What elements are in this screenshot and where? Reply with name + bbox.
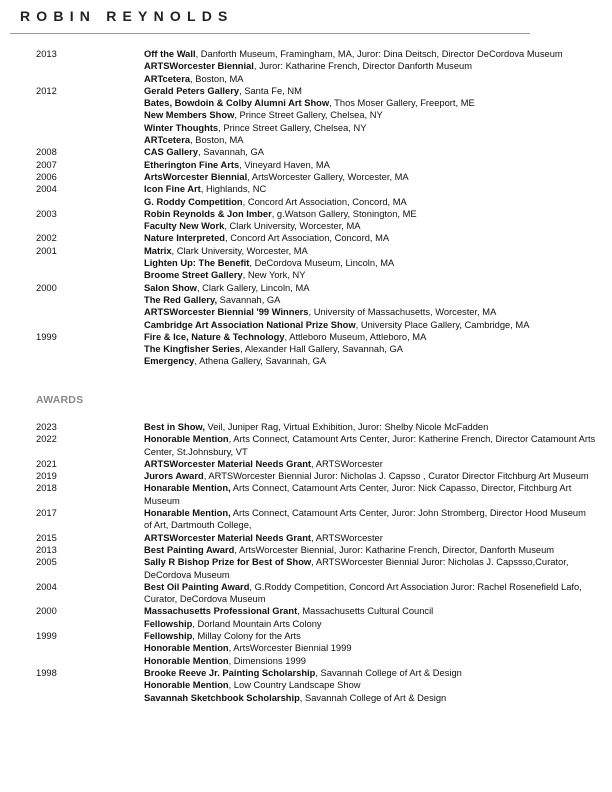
entry-year: 2018 <box>36 483 57 494</box>
award-entry <box>0 581 612 606</box>
entry-text <box>144 171 596 183</box>
entry-text <box>144 544 596 556</box>
entry-detail: , Arts Connect, Catamount Arts Center, Juror: Katherine French, Director Catamount Arts Center, St.Johnsbury, VT <box>144 434 596 457</box>
award-entry <box>0 667 612 679</box>
entry-text <box>144 581 596 606</box>
entry-year: 2013 <box>36 544 57 555</box>
entry-text <box>144 618 596 630</box>
entry-title: ARTSWorcester Material Needs Grant <box>144 458 312 469</box>
entry-text <box>144 183 596 195</box>
entry-detail: , ArtsWorcester Biennial 1999 <box>228 643 352 654</box>
entry-title: Matrix <box>144 245 172 256</box>
entry-year: 2003 <box>36 208 57 219</box>
exhibition-entry <box>0 257 612 269</box>
entry-title: Salon Show <box>144 282 197 293</box>
award-entry <box>0 618 612 630</box>
entry-detail: , Clark Gallery, Lincoln, MA <box>196 282 310 293</box>
entry-detail: , G.Roddy Competition, Concord Art Association Juror: Rachel Rosenefield Lafo, Curator, DeCordova Museum <box>144 581 582 605</box>
exhibition-entry <box>0 220 612 232</box>
entry-detail: , Millay Colony for the Arts <box>192 631 301 642</box>
entry-text <box>144 507 596 532</box>
exhibition-entry <box>0 60 612 72</box>
entry-detail: , ARTSWorcester Biennial Juror: Nicholas J. Capsso , Curator Director Fitchburg Art Museum <box>203 471 589 482</box>
exhibition-entry <box>0 171 612 183</box>
entry-title: Broome Street Gallery <box>144 270 243 281</box>
award-entry <box>0 630 612 642</box>
exhibition-entry <box>0 355 612 367</box>
exhibition-entry <box>0 196 612 208</box>
entry-year: 2007 <box>36 159 57 170</box>
exhibition-entry <box>0 343 612 355</box>
entry-detail: , Attleboro Museum, Attleboro, MA <box>284 331 427 342</box>
entry-text <box>144 257 596 269</box>
entry-detail: Veil, Juniper Rag, Virtual Exhibition, Juror: Shelby Nicole McFadden <box>204 422 489 432</box>
entry-title: ARTcetera <box>144 73 191 84</box>
award-entry <box>0 507 612 532</box>
entry-detail: , Boston, MA <box>190 73 244 84</box>
entry-title: Robin Reynolds & Jon Imber <box>144 208 272 219</box>
entry-title: Honorable Mention <box>144 643 229 654</box>
entry-detail: Arts Connect, Catamount Arts Center, Juror: Nick Capasso, Director, Fitchburg Art Museum <box>144 483 572 506</box>
entry-year: 1999 <box>36 331 57 342</box>
entry-year <box>0 642 144 654</box>
entry-title: Best in Show, <box>144 422 205 432</box>
entry-text <box>144 355 596 367</box>
entry-title: Jurors Award <box>144 471 204 482</box>
entry-detail: , Concord Art Association, Concord, MA <box>242 196 407 207</box>
award-entry <box>0 433 612 458</box>
exhibition-entry <box>0 97 612 109</box>
entry-detail: , Danforth Museum, Framingham, MA, Juror: Dina Deitsch, Director DeCordova Museum <box>195 49 563 59</box>
entry-year <box>0 306 144 318</box>
entry-detail: , Low Country Landscape Show <box>228 680 361 691</box>
entry-detail: , Santa Fe, NM <box>239 85 302 96</box>
entry-title: Nature Interpreted <box>144 233 225 244</box>
entry-title: Honorable Mention <box>144 655 229 666</box>
entry-text <box>144 245 596 257</box>
entry-text <box>144 655 596 667</box>
entry-year: 1998 <box>36 667 57 678</box>
exhibition-entry <box>0 319 612 331</box>
entry-detail: , g.Watson Gallery, Stonington, ME <box>271 208 417 219</box>
entry-detail: , Alexander Hall Gallery, Savannah, GA <box>240 344 403 355</box>
entry-text <box>144 85 596 97</box>
entry-year: 2005 <box>36 557 57 568</box>
exhibition-entry <box>0 208 612 220</box>
entry-year: 2002 <box>36 233 57 244</box>
entry-year: 2000 <box>36 606 57 617</box>
entry-detail: , Savannah, GA <box>198 147 264 158</box>
entry-detail: , Clark University, Worcester, MA <box>171 245 308 256</box>
entry-year <box>0 257 144 269</box>
exhibition-entry <box>0 282 612 294</box>
entry-year: 2022 <box>36 434 57 445</box>
award-entry <box>0 642 612 654</box>
entry-title: Gerald Peters Gallery <box>144 85 240 96</box>
entry-title: CAS Gallery <box>144 147 199 158</box>
entry-text <box>144 146 596 158</box>
entry-year: 2021 <box>36 458 57 469</box>
entry-year <box>0 109 144 121</box>
entry-detail: , Highlands, NC <box>200 184 267 195</box>
award-entry <box>0 655 612 667</box>
entry-year <box>0 97 144 109</box>
entry-title: Fellowship <box>144 618 193 629</box>
entry-detail: , Juror: Katharine French, Director Danforth Museum <box>253 61 473 72</box>
entry-title: Honarable Mention, <box>144 483 231 494</box>
entry-text <box>144 679 596 691</box>
award-entry <box>0 532 612 544</box>
exhibition-entry <box>0 232 612 244</box>
exhibition-entry <box>0 73 612 85</box>
entry-year: 1999 <box>36 631 57 642</box>
awards-list <box>0 421 612 704</box>
entry-title: Best Oil Painting Award <box>144 581 250 592</box>
award-entry <box>0 421 612 433</box>
entry-text <box>144 282 596 294</box>
entry-year <box>0 60 144 72</box>
entry-detail: , Thos Moser Gallery, Freeport, ME <box>329 98 475 109</box>
entry-detail: , ArtsWorcester Biennial, Juror: Katharine French, Director, Danforth Museum <box>234 544 555 555</box>
entry-title: Faculty New Work <box>144 221 225 232</box>
entry-title: ARTSWorcester Biennial <box>144 61 254 72</box>
entry-title: Savannah Sketchbook Scholarship <box>144 692 300 703</box>
entry-text <box>144 122 596 134</box>
entry-year: 2000 <box>36 282 57 293</box>
entry-year <box>0 196 144 208</box>
entry-year: 2004 <box>36 184 57 195</box>
header-divider <box>10 33 530 34</box>
award-entry <box>0 692 612 704</box>
entry-year: 2006 <box>36 171 57 182</box>
entry-text <box>144 692 596 704</box>
award-entry <box>0 470 612 482</box>
award-entry <box>0 458 612 470</box>
entry-detail: , Clark University, Worcester, MA <box>224 221 361 232</box>
entry-year: 2012 <box>36 85 57 96</box>
entry-year <box>0 134 144 146</box>
entry-detail: , Athena Gallery, Savannah, GA <box>194 356 327 367</box>
entry-year: 2019 <box>36 471 57 482</box>
entry-year <box>0 73 144 85</box>
entry-detail: , Savannah College of Art & Design <box>299 692 447 703</box>
entry-title: New Members Show <box>144 110 235 121</box>
entry-detail: Arts Connect, Catamount Arts Center, Juror: John Stromberg, Director Hood Museum of Art, Dartmouth College, <box>144 508 586 531</box>
exhibition-entry <box>0 331 612 343</box>
entry-title: Etherington Fine Arts <box>144 159 240 170</box>
entry-text <box>144 482 596 507</box>
awards-heading: AWARDS <box>36 394 84 406</box>
entry-year: 2001 <box>36 245 57 256</box>
entry-year <box>0 319 144 331</box>
entry-text <box>144 630 596 642</box>
entry-year <box>0 692 144 704</box>
entry-title: Fire & Ice, Nature & Technology <box>144 331 285 342</box>
entry-text <box>144 319 596 331</box>
entry-title: Emergency <box>144 356 195 367</box>
entry-text <box>144 269 596 281</box>
exhibition-entry <box>0 48 612 60</box>
entry-text <box>144 208 596 220</box>
entry-detail: , University Place Gallery, Cambridge, MA <box>355 319 530 330</box>
entry-detail: , ArtsWorcester Gallery, Worcester, MA <box>247 171 409 182</box>
entry-text <box>144 48 596 60</box>
entry-detail: , Vineyard Haven, MA <box>239 159 330 170</box>
entry-title: Best Painting Award <box>144 544 235 555</box>
entry-text <box>144 134 596 146</box>
entry-title: Sally R Bishop Prize for Best of Show <box>144 557 312 568</box>
exhibition-entry <box>0 245 612 257</box>
entry-year: 2008 <box>36 147 57 158</box>
entry-title: Off the Wall <box>144 49 196 59</box>
award-entry <box>0 605 612 617</box>
entry-text <box>144 667 596 679</box>
exhibition-entry <box>0 294 612 306</box>
entry-detail: , Concord Art Association, Concord, MA <box>225 233 390 244</box>
entry-detail: , Savannah College of Art & Design <box>315 667 462 678</box>
entry-text <box>144 306 596 318</box>
entry-detail: , Boston, MA <box>190 135 244 146</box>
entry-year <box>0 269 144 281</box>
entry-detail: , Dorland Mountain Arts Colony <box>192 618 322 629</box>
entry-text <box>144 294 596 306</box>
entry-text <box>144 458 596 470</box>
entry-year <box>0 220 144 232</box>
award-entry <box>0 544 612 556</box>
artist-name: ROBIN REYNOLDS <box>20 8 234 24</box>
entry-text <box>144 159 596 171</box>
entry-title: ARTSWorcester Biennial '99 Winners <box>144 307 309 318</box>
entry-text <box>144 196 596 208</box>
entry-detail: , Massachusetts Cultural Council <box>297 606 434 617</box>
entry-title: Massachusetts Professional Grant <box>144 606 298 617</box>
entry-year <box>0 618 144 630</box>
entry-detail: Savannah, GA <box>217 294 281 305</box>
entry-detail: , ARTSWorcester <box>311 458 383 469</box>
entry-text <box>144 433 596 458</box>
entry-text <box>144 605 596 617</box>
entry-year <box>0 679 144 691</box>
exhibition-entry <box>0 269 612 281</box>
exhibitions-list <box>0 48 612 368</box>
award-entry <box>0 556 612 581</box>
entry-year: 2013 <box>36 49 57 59</box>
exhibition-entry <box>0 134 612 146</box>
entry-text <box>144 470 596 482</box>
exhibition-entry <box>0 85 612 97</box>
entry-year: 2015 <box>36 532 57 543</box>
entry-title: ARTSWorcester Material Needs Grant <box>144 532 312 543</box>
entry-year: 2017 <box>36 508 57 519</box>
entry-title: Honorable Mention <box>144 680 229 691</box>
entry-year <box>0 655 144 667</box>
entry-detail: , ARTSWorcester Biennial Juror: Nicholas J. Capssso,Curator, DeCordova Museum <box>144 557 569 580</box>
exhibition-entry <box>0 146 612 158</box>
entry-title: Winter Thoughts <box>144 122 219 133</box>
entry-title: ARTcetera <box>144 135 191 146</box>
entry-detail: , ARTSWorcester <box>311 532 383 543</box>
entry-title: Honorable Mention <box>144 434 229 445</box>
entry-text <box>144 421 596 433</box>
entry-year: 2023 <box>36 422 57 432</box>
entry-title: ArtsWorcester Biennial <box>144 171 248 182</box>
entry-title: Lighten Up: The Benefit <box>144 258 250 269</box>
entry-text <box>144 97 596 109</box>
exhibition-entry <box>0 122 612 134</box>
entry-year <box>0 343 144 355</box>
entry-text <box>144 556 596 581</box>
entry-title: The Kingfisher Series <box>144 344 241 355</box>
entry-detail: , DeCordova Museum, Lincoln, MA <box>249 258 395 269</box>
entry-text <box>144 532 596 544</box>
entry-text <box>144 73 596 85</box>
award-entry <box>0 679 612 691</box>
entry-text <box>144 220 596 232</box>
exhibition-entry <box>0 183 612 195</box>
entry-detail: , Prince Street Gallery, Chelsea, NY <box>234 110 383 121</box>
entry-title: Fellowship <box>144 631 193 642</box>
entry-detail: , University of Massachusetts, Worcester, MA <box>308 307 497 318</box>
exhibition-entry <box>0 159 612 171</box>
exhibition-entry <box>0 109 612 121</box>
entry-title: Honarable Mention, <box>144 508 231 519</box>
entry-title: Bates, Bowdoin & Colby Alumni Art Show <box>144 98 330 109</box>
award-entry <box>0 482 612 507</box>
entry-text <box>144 109 596 121</box>
entry-title: Cambridge Art Association National Prize Show <box>144 319 356 330</box>
entry-title: Brooke Reeve Jr. Painting Scholarship <box>144 667 316 678</box>
entry-text <box>144 232 596 244</box>
entry-detail: , New York, NY <box>242 270 306 281</box>
entry-year <box>0 355 144 367</box>
entry-title: Icon Fine Art <box>144 184 201 195</box>
entry-year <box>0 122 144 134</box>
entry-year: 2004 <box>36 581 57 592</box>
entry-detail: , Dimensions 1999 <box>228 655 306 666</box>
entry-text <box>144 642 596 654</box>
entry-detail: , Prince Street Gallery, Chelsea, NY <box>218 122 367 133</box>
entry-text <box>144 343 596 355</box>
entry-year <box>0 294 144 306</box>
exhibition-entry <box>0 306 612 318</box>
entry-text <box>144 60 596 72</box>
entry-title: The Red Gallery, <box>144 294 218 305</box>
entry-text <box>144 331 596 343</box>
entry-title: G. Roddy Competition <box>144 196 243 207</box>
